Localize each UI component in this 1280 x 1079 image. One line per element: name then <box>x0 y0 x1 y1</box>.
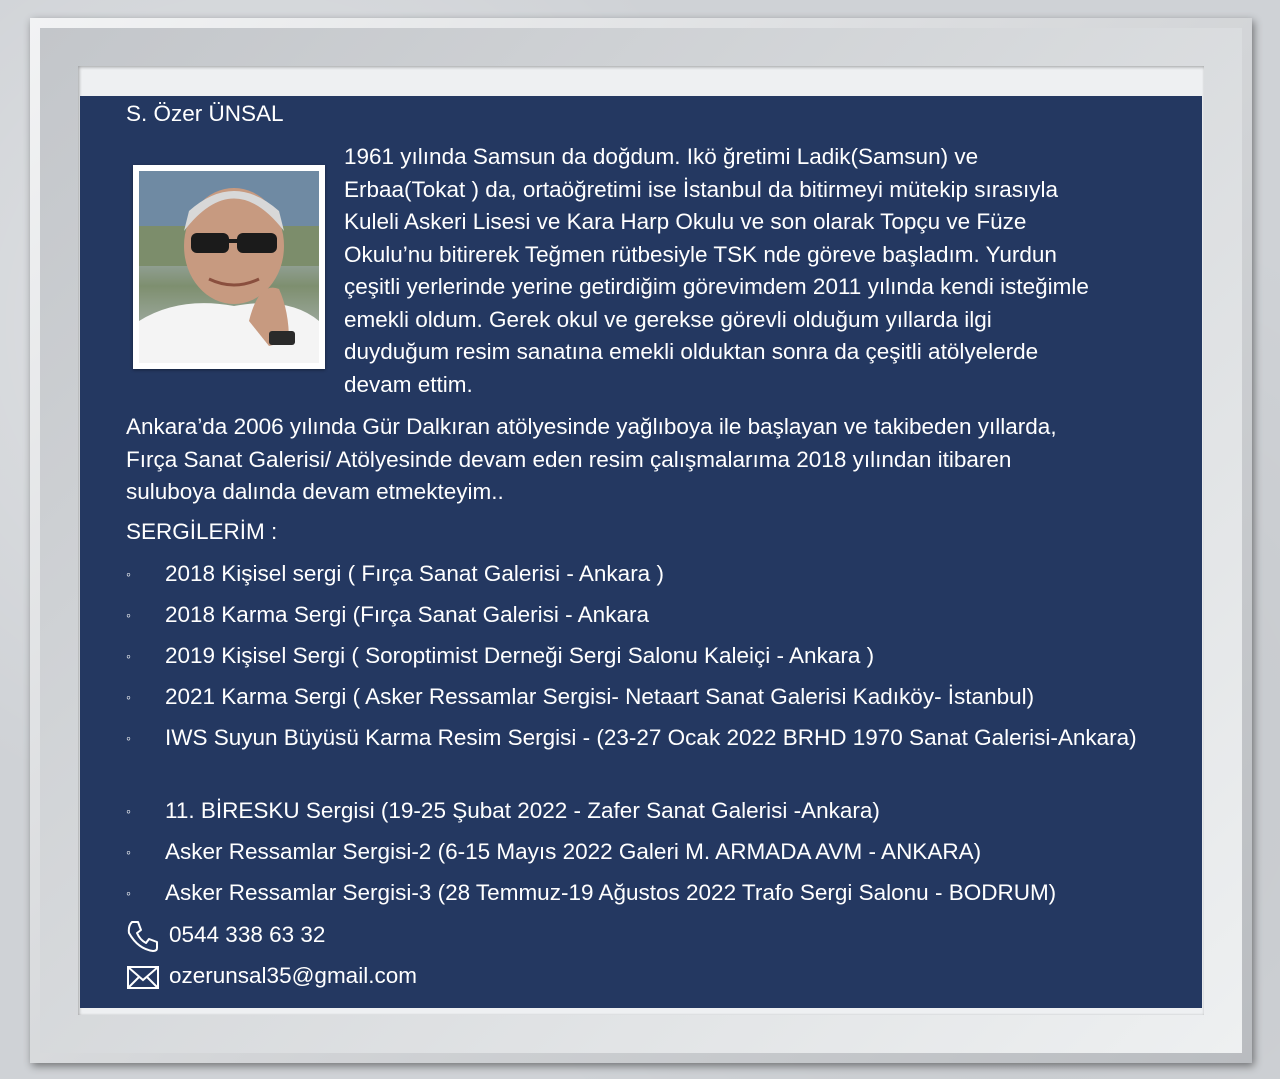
phone-icon <box>126 919 160 953</box>
bullet-icon: ◦ <box>126 844 131 860</box>
portrait-drawing <box>139 171 319 363</box>
exhibition-item <box>126 640 1198 673</box>
exhibition-item <box>126 681 1198 714</box>
bio-paragraph-2: Ankara’da 2006 yılında Gür Dalkıran atölyesinde yağlıboya ile başlayan ve takibeden yıllarda, Fırça Sanat Galerisi/ Atölyesinde devam eden resim çalışmalarıma 2018 yılından itibaren suluboya dalında devam etmekteyim.. <box>126 414 1057 504</box>
bullet-icon: ◦ <box>126 607 131 623</box>
exhibition-item <box>126 558 1198 591</box>
envelope-icon <box>126 960 160 994</box>
bullet-icon: ◦ <box>126 689 131 705</box>
bullet-icon: ◦ <box>126 566 131 582</box>
bullet-icon: ◦ <box>126 803 131 819</box>
exhibition-item <box>126 877 1198 910</box>
bio-paragraph-1: 1961 yılında Samsun da doğdum. Ikö ğretimi Ladik(Samsun) ve Erbaa(Tokat ) da, ortaöğretimi ise İstanbul da bitirmeyi mütekip sırasıyla Kuleli Askeri Lisesi ve Kara Harp Okulu ve son olarak Topçu ve Füze Okulu’nu bitirerek Teğmen rütbesiyle TSK nde göreve başladım. Yurdun çeşitli yerlerinde yerine getirdiğim görevimdem 2011 yılında kendi isteğimle emekli oldum. Gerek okul ve gerekse görevli olduğum yıllarda ilgi duyduğum resim sanatına emekli olduktan sonra da çeşitli atölyelerde devam ettim. <box>344 144 1089 397</box>
exhibitions-heading: SERGİLERİM : <box>126 519 278 544</box>
artist-name: S. Özer ÜNSAL <box>126 101 284 126</box>
bio-panel <box>80 96 1202 1008</box>
exhibition-text: 2018 Kişisel sergi ( Fırça Sanat Galerisi - Ankara ) <box>165 561 664 586</box>
exhibition-text: Asker Ressamlar Sergisi-3 (28 Temmuz-19 Ağustos 2022 Trafo Sergi Salonu - BODRUM) <box>165 880 1057 905</box>
exhibition-text: 2021 Karma Sergi ( Asker Ressamlar Sergisi- Netaart Sanat Galerisi Kadıköy- İstanbul) <box>165 684 1035 709</box>
exhibition-text: IWS Suyun Büyüsü Karma Resim Sergisi - (23-27 Ocak 2022 BRHD 1970 Sanat Galerisi-Ankara) <box>165 725 1137 750</box>
portrait-image <box>139 171 319 363</box>
bullet-icon: ◦ <box>126 730 131 746</box>
exhibition-text: 2018 Karma Sergi (Fırça Sanat Galerisi - Ankara <box>165 602 649 627</box>
exhibition-item <box>126 599 1198 632</box>
exhibition-item <box>126 836 1198 869</box>
exhibition-text: 11. BİRESKU Sergisi (19-25 Şubat 2022 - Zafer Sanat Galerisi -Ankara) <box>165 798 880 823</box>
phone-number[interactable]: 0544 338 63 32 <box>169 922 326 947</box>
email-address[interactable]: ozerunsal35@gmail.com <box>169 963 417 988</box>
artist-photo <box>133 165 325 369</box>
exhibition-item <box>126 722 1198 755</box>
bullet-icon: ◦ <box>126 648 131 664</box>
exhibition-text: Asker Ressamlar Sergisi-2 (6-15 Mayıs 2022 Galeri M. ARMADA AVM - ANKARA) <box>165 839 982 864</box>
exhibition-text: 2019 Kişisel Sergi ( Soroptimist Derneği Sergi Salonu Kaleiçi - Ankara ) <box>165 643 875 668</box>
exhibition-item <box>126 795 1198 828</box>
bullet-icon: ◦ <box>126 885 131 901</box>
